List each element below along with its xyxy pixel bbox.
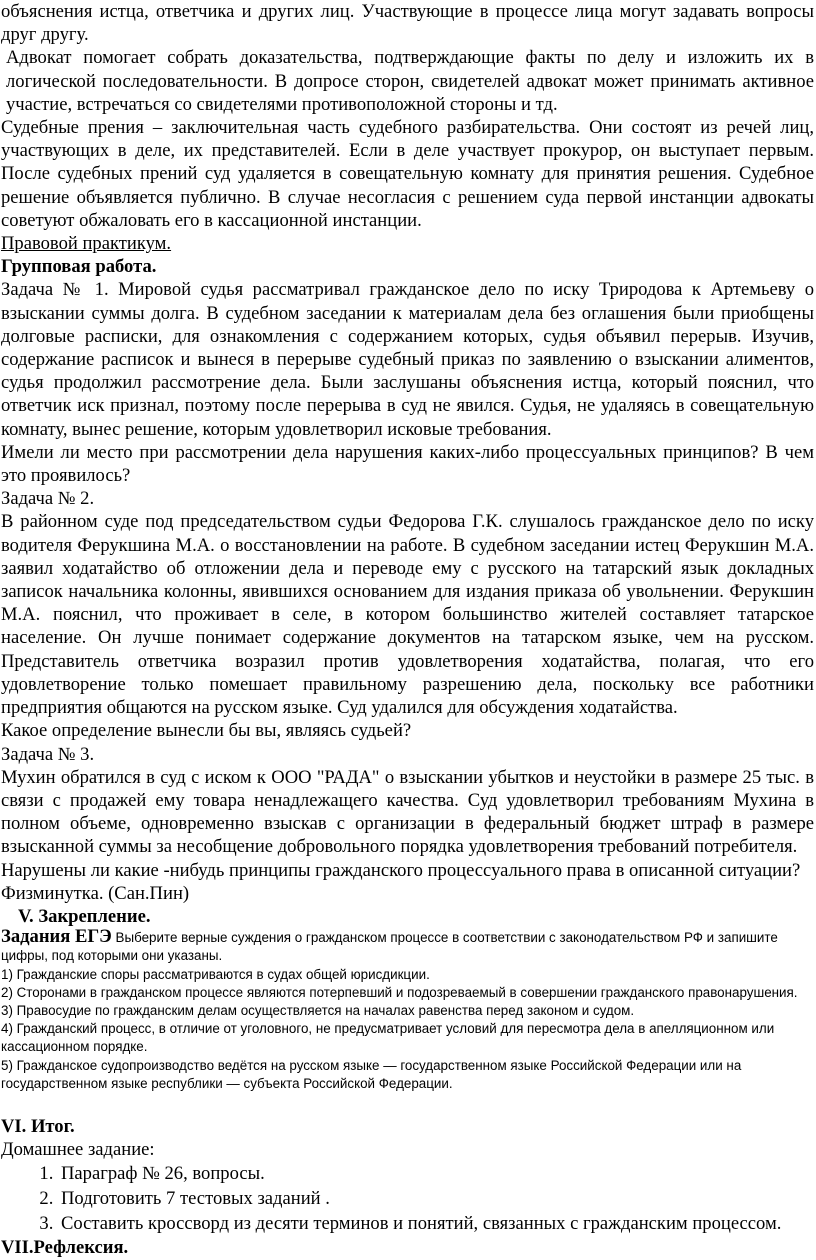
- task-2-question: Какое определение вынесли бы вы, являясь судьей?: [1, 720, 412, 742]
- section-6-title: VI. Итог.: [1, 1115, 75, 1137]
- ege-item-2: 2) Сторонами в гражданском процессе являются потерпевший и подозреваемый в совершении гражданского правонарушения.: [1, 984, 798, 1000]
- section-5-title: V. Закрепление.: [18, 905, 151, 927]
- homework-list: [1, 1161, 814, 1236]
- task-2-label: Задача № 2.: [1, 488, 95, 510]
- fizminutka: Физминутка. (Сан.Пин): [1, 882, 190, 904]
- intro-paragraph-2: Адвокат помогает собрать доказательства, подтверждающие факты по делу и изложить их в логической последовательности. В допросе сторон, свидетелей адвокат может принимать активное участие, встречаться со свидетелями противоположной стороны и тд.: [6, 47, 814, 115]
- ege-item-1: 1) Гражданские споры рассматриваются в судах общей юрисдикции.: [1, 966, 430, 982]
- homework-label: Домашнее задание:: [1, 1139, 155, 1161]
- ege-intro: [1, 928, 814, 965]
- task-1-label: Задача № 1.: [1, 279, 109, 301]
- ege-item-4: 4) Гражданский процесс, в отличие от уголовного, не предусматривает условий для пересмотра дела в апелляционном или кассационном порядке.: [1, 1021, 775, 1055]
- spacer: [1, 1093, 814, 1115]
- task-3-question: Нарушены ли какие -нибудь принципы гражданского процессуального права в описанной ситуации?: [1, 859, 801, 881]
- task-3-text: Мухин обратился в суд с иском к ООО "РАДА" о взыскании убытков и неустойки в размере 25 тыс. в связи с продажей ему товара ненадлежащего качества. Суд удовлетворил требованиям Мухина в полном объеме, одновременно взыскав с организации в федеральный бюджет штраф в размере взысканной суммы за несобщение добровольного порядка удовлетворения требований потребителя.: [1, 766, 814, 858]
- ege-item-5: 5) Гражданское судопроизводство ведётся на русском языке — государственном языке Российской Федерации или на государственном языке республики — субъекта Российской Федерации.: [1, 1057, 742, 1091]
- intro-paragraph-3: Судебные прения – заключительная часть судебного разбирательства. Они состоят из речей лиц, участвующих в деле, их представителей. Если в деле участвует прокурор, он выступает первым. После судебных прений суд удаляется в совещательную комнату для принятия решения. Судебное решение объявляется публично. В случае несогласия с решением суда первой инстанции адвокаты советуют обжаловать его в кассационной инстанции.: [1, 117, 814, 231]
- practicum-title: Правовой практикум.: [1, 233, 172, 255]
- ege-intro-text: Выберите верные суждения о гражданском процессе в соответствии с законодательством РФ и запишите цифры, под которыми они указаны.: [1, 930, 778, 964]
- task-1-text: Мировой судья рассматривал гражданское дело по иску Триродова к Артемьеву о взыскании суммы долга. В судебном заседании к материалам дела без оглашения были приобщены долговые расписки, для ознакомления с содержанием которых, судья объявил перерыв. Изучив, содержание расписок и вынеся в перерыве судебный приказ по заявлению о взыскании алиментов, судья продолжил рассмотрение дела. Были заслушаны объяснения истца, который пояснил, что ответчик иск признал, поэтому после перерыва в суд не явился. Судья, не удаляясь в совещательную комнату, вынес решение, которым удовлетворил исковые требования.: [1, 279, 814, 440]
- homework-item: 1. Параграф № 26, вопросы.: [58, 1161, 814, 1186]
- group-work-heading: Групповая работа.: [1, 256, 157, 278]
- task-1-question: Имели ли место при рассмотрении дела нарушения каких-либо процессуальных принципов? В чем это проявилось?: [1, 441, 814, 487]
- task-1: [1, 278, 814, 440]
- section-7-title: VII.Рефлексия.: [1, 1237, 129, 1259]
- task-2-text: В районном суде под председательством судьи Федорова Г.К. слушалось гражданское дело по иску водителя Ферукшина М.А. о восстановлении на работе. В судебном заседании истец Ферукшин М.А. заявил ходатайство об отложении дела и переводе ему с русского на татарский язык докладных записок начальника колонны, явившихся основанием для издания приказа об увольнении. Ферукшин М.А. пояснил, что проживает в селе, в котором большинство жителей составляет татарское население. Он лучше понимает содержание документов на татарском языке, чем на русском. Представитель ответчика возразил против удовлетворения ходатайства, полагая, что его удовлетворение только помешает правильному разрешению дела, поскольку все работники предприятия общаются на русском языке. Суд удалился для обсуждения ходатайства.: [1, 511, 814, 719]
- homework-item: 2. Подготовить 7 тестовых заданий .: [58, 1186, 814, 1211]
- homework-item: 3. Составить кроссворд из десяти терминов и понятий, связанных с гражданским процессом.: [58, 1211, 814, 1236]
- task-3-label: Задача № 3.: [1, 743, 95, 765]
- ege-item-3: 3) Правосудие по гражданским делам осуществляется на началах равенства перед законом и судом.: [1, 1002, 635, 1018]
- intro-paragraph-1: объяснения истца, ответчика и других лиц. Участвующие в процессе лица могут задавать вопросы друг другу.: [1, 1, 814, 46]
- ege-label: Задания ЕГЭ: [1, 926, 112, 948]
